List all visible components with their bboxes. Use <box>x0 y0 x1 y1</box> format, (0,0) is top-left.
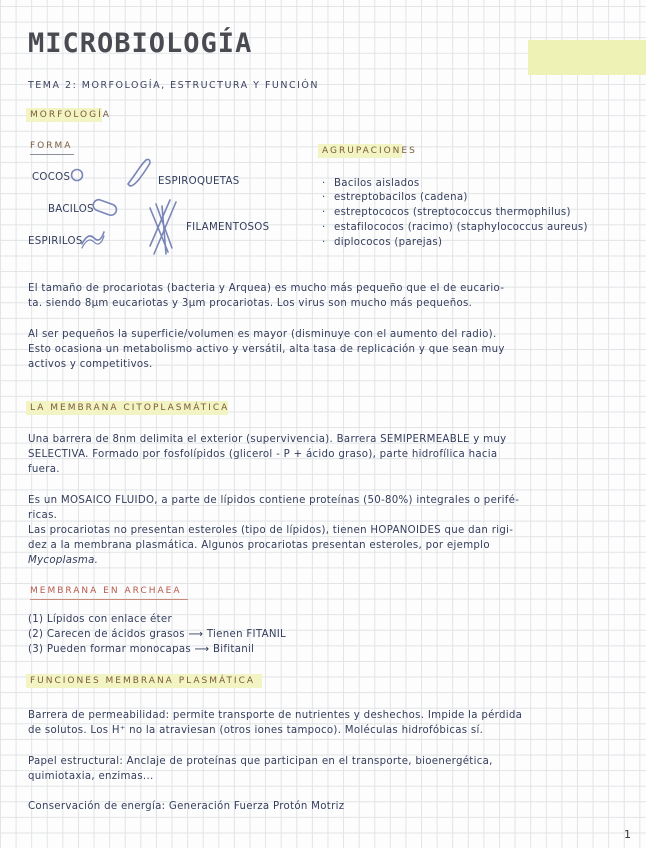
label-espirilos: ESPIRILOS <box>28 236 83 247</box>
agrupacion-item: Bacilos aislados <box>334 178 420 189</box>
paragraph-line: dez a la membrana plasmática. Algunos procariotas presentan esteroles, por ejemplo <box>28 540 490 551</box>
paragraph-line: ricas. <box>28 510 58 521</box>
page-number: 1 <box>624 828 632 841</box>
heading-agrupaciones: AGRUPACIONES <box>322 146 417 156</box>
bullet-dot: · <box>322 178 326 189</box>
paragraph-line: Al ser pequeños la superficie/volumen es mayor (disminuye con el aumento del radio). <box>28 329 497 340</box>
paragraph-line: Mycoplasma. <box>28 555 99 566</box>
label-espiroquetas: ESPIROQUETAS <box>158 176 240 187</box>
archaea-item: (3) Pueden formar monocapas ⟶ Bifitanil <box>28 644 255 655</box>
paragraph-line: Es un MOSAICO FLUIDO, a parte de lípidos contiene proteínas (50-80%) integrales o perifé- <box>28 495 520 506</box>
page-subtitle: TEMA 2: MORFOLOGÍA, ESTRUCTURA Y FUNCIÓN <box>28 80 320 91</box>
paragraph-line: activos y competitivos. <box>28 359 153 370</box>
agrupacion-item: diplococos (parejas) <box>334 237 443 248</box>
paragraph-line: Las procariotas no presentan esteroles (tipo de lípidos), tienen HOPANOIDES que dan rigi- <box>28 525 514 536</box>
bullet-dot: · <box>322 237 326 248</box>
paragraph-line: Conservación de energía: Generación Fuerza Protón Motriz <box>28 801 345 812</box>
agrupacion-item: estreptobacilos (cadena) <box>334 192 468 203</box>
label-filamentosos: FILAMENTOSOS <box>186 222 270 233</box>
agrupacion-item: estreptococos (streptococcus thermophilus) <box>334 207 571 218</box>
agrupacion-item: estafilococos (racimo) (staphylococcus aureus) <box>334 222 588 233</box>
bullet-dot: · <box>322 192 326 203</box>
paragraph-line: Una barrera de 8nm delimita el exterior (supervivencia). Barrera SEMIPERMEABLE y muy <box>28 434 507 445</box>
heading-forma: FORMA <box>30 141 73 151</box>
paragraph-line: quimiotaxia, enzimas... <box>28 771 154 782</box>
label-bacilos: BACILOS <box>48 204 94 215</box>
archaea-item: (2) Carecen de ácidos grasos ⟶ Tienen FITANIL <box>28 629 287 640</box>
paragraph-line: El tamaño de procariotas (bacteria y Arquea) es mucho más pequeño que el de eucario- <box>28 283 505 294</box>
paragraph-line: Barrera de permeabilidad: permite transporte de nutrientes y deshechos. Impide la pérdida <box>28 710 523 721</box>
espiroqueta-icon <box>128 159 150 186</box>
paragraph-line: de solutos. Los H⁺ no la atraviesan (otros iones tampoco). Moléculas hidrofóbicas sí. <box>28 725 484 736</box>
heading-funciones: FUNCIONES MEMBRANA PLASMÁTICA <box>30 676 256 686</box>
heading-morfologia: MORFOLOGÍA <box>30 110 111 120</box>
paragraph-line: ta. siendo 8µm eucariotas y 3µm procariotas. Los virus son mucho más pequeños. <box>28 298 473 309</box>
paragraph-line: Papel estructural: Anclaje de proteínas que participan en el transporte, bioenergética, <box>28 756 493 767</box>
paragraph-line: SELECTIVA. Formado por fosfolípidos (glicerol - P + ácido graso), parte hidrofílica hacia <box>28 449 498 460</box>
bullet-dot: · <box>322 207 326 218</box>
archaea-item: (1) Lípidos con enlace éter <box>28 614 172 625</box>
filamentoso-icon <box>150 200 176 254</box>
bullet-dot: · <box>322 222 326 233</box>
heading-membrana: LA MEMBRANA CITOPLASMÁTICA <box>30 403 230 413</box>
bacilo-icon <box>92 198 118 217</box>
page-title: MICROBIOLOGÍA <box>28 28 253 59</box>
paragraph-line: fuera. <box>28 464 60 475</box>
paragraph-line: Esto ocasiona un metabolismo activo y versátil, alta tasa de replicación y que sean muy <box>28 344 505 355</box>
heading-archaea: MEMBRANA EN ARCHAEA <box>30 586 182 596</box>
coco-icon <box>72 170 83 181</box>
label-cocos: COCOS <box>32 172 71 183</box>
